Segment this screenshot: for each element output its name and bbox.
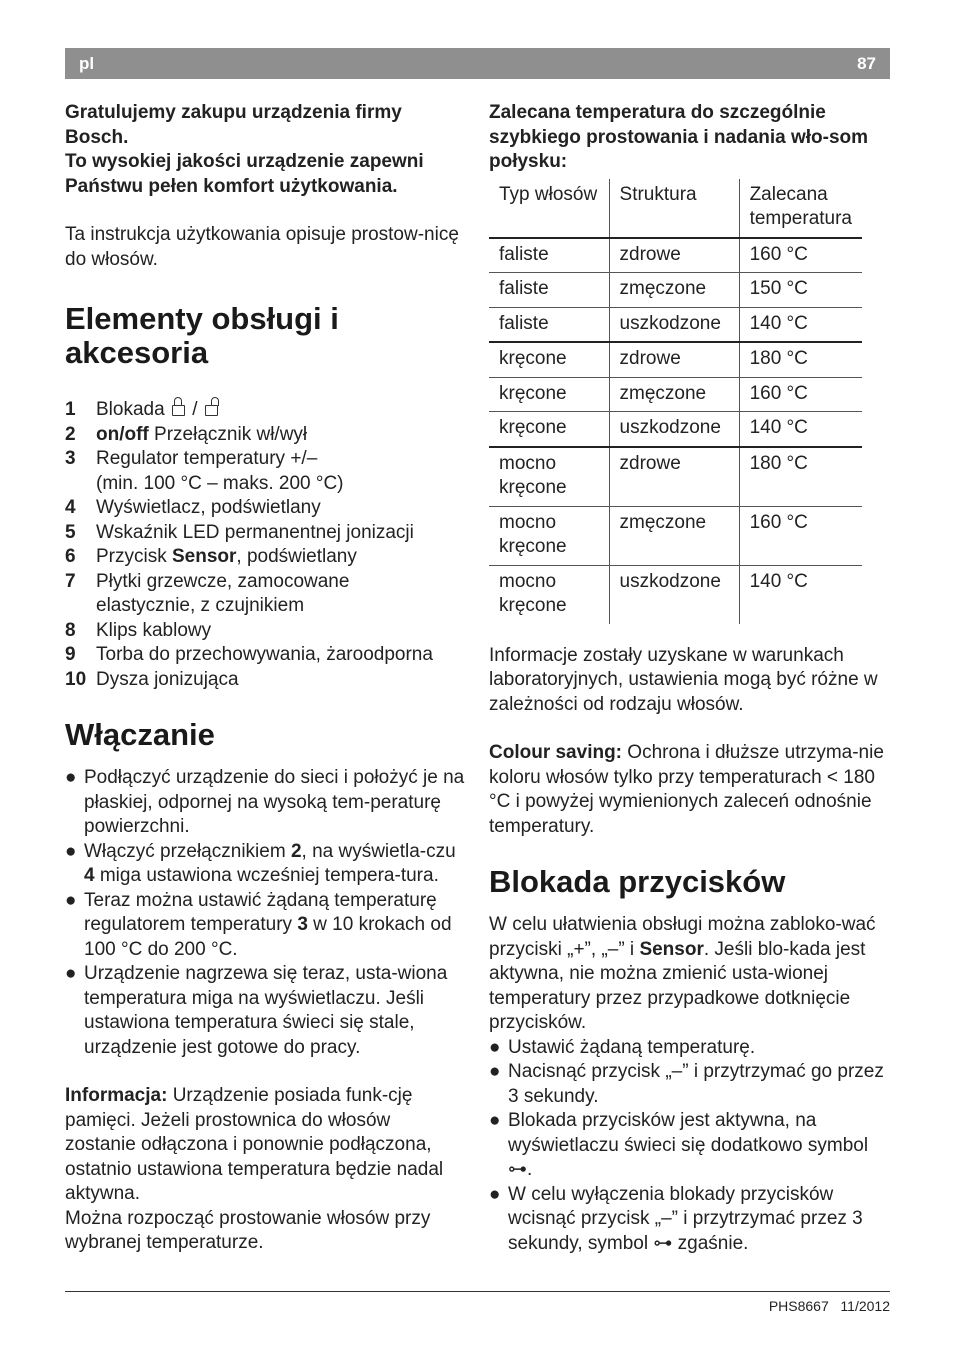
- bullet-item: ● Urządzenie nagrzewa się teraz, usta-wiona temperatura miga na wyświetlaczu. Jeśli ustawiona temperatura świeci się stale, urządzenie jest gotowe do pracy.: [65, 963, 448, 1058]
- bullet-item: ● Podłączyć urządzenie do sieci i położyć je na płaskiej, odpornej na wysoką tem-peraturę powierzchni.: [65, 767, 465, 837]
- list-item: 10 Dysza jonizująca: [65, 668, 239, 690]
- recommended-title: Zalecana temperatura do szczególnie szybkiego prostowania i nadania wło-som połysku:: [489, 102, 869, 172]
- lab-info-paragraph: Informacje zostały uzyskane w warunkach laboratoryjnych, ustawienia mogą być różne w zależności od rodzaju włosów.: [489, 644, 878, 715]
- list-item: 2 on/off Przełącznik wł/wył: [65, 423, 308, 445]
- footer-divider: [65, 1291, 890, 1292]
- heading-key-lock: Blokada przycisków: [489, 864, 786, 899]
- language-code: pl: [79, 54, 95, 73]
- model-number: PHS8667: [768, 1298, 829, 1314]
- table-row: faliste zmęczone 150 °C: [489, 273, 862, 308]
- table-header-row: Typ włosów Struktura Zalecana temperatura: [489, 179, 862, 238]
- bullet-item: ● Teraz można ustawić żądaną temperaturę regulatorem temperatury 3 w 10 krokach od 100 °C do 200 °C.: [65, 889, 452, 960]
- list-item: 6 Przycisk Sensor, podświetlany: [65, 546, 357, 567]
- bullet-item: ● Ustawić żądaną temperaturę.: [489, 1036, 756, 1058]
- list-item: 5 Wskaźnik LED permanentnej jonizacji: [65, 521, 414, 543]
- temperature-table: [489, 179, 862, 624]
- bullet-item: ● W celu wyłączenia blokady przycisków wcisnąć przycisk „–” i przytrzymać przez 3 sekundy, symbol ⊶ zgaśnie.: [489, 1183, 863, 1254]
- table-row: mocno kręcone uszkodzone 140 °C: [489, 565, 862, 624]
- lock-open-icon: [205, 405, 218, 416]
- table-row: kręcone zmęczone 160 °C: [489, 377, 862, 412]
- table-row: kręcone zdrowe 180 °C: [489, 342, 862, 377]
- key-icon: ⊶: [653, 1232, 673, 1254]
- intro-congrats: Gratulujemy zakupu urządzenia firmy Bosch.: [65, 102, 402, 148]
- table-row: mocno kręcone zdrowe 180 °C: [489, 447, 862, 507]
- table-row: faliste zdrowe 160 °C: [489, 238, 862, 273]
- list-item: 9 Torba do przechowywania, żaroodporna: [65, 644, 433, 665]
- info-paragraph-2: Można rozpocząć prostowanie włosów przy wybranej temperaturze.: [65, 1207, 431, 1253]
- intro-comfort: To wysokiej jakości urządzenie zapewni Państwu pełen komfort użytkowania.: [65, 151, 424, 197]
- table-row: mocno kręcone zmęczone 160 °C: [489, 506, 862, 565]
- bullet-item: ● Nacisnąć przycisk „–” i przytrzymać go przez 3 sekundy.: [489, 1061, 884, 1107]
- footer: [769, 1298, 890, 1314]
- list-item: 1 Blokada /: [65, 398, 465, 423]
- list-item: 7 Płytki grzewcze, zamocowane elastycznie, z czujnikiem: [65, 570, 350, 616]
- list-item: 3 Regulator temperatury +/– (min. 100 °C – maks. 200 °C): [65, 448, 344, 494]
- info-paragraph: Informacja: Urządzenie posiada funk-cję pamięci. Jeżeli prostownica do włosów zostanie odłączona i ponownie podłączona, ostatnio ustawiona temperatura będzie nadal aktywna.: [65, 1085, 444, 1204]
- heading-switch-on: Włączanie: [65, 717, 215, 752]
- right-column: [489, 101, 890, 1256]
- colour-saving-paragraph: Colour saving: Ochrona i dłuższe utrzyma-nie koloru włosów tylko przy temperaturach < 180 °C i powyżej wymienionych zaleceń odnośnie temperatury.: [489, 742, 884, 837]
- bullet-item: ● Włączyć przełącznikiem 2, na wyświetla-czu 4 miga ustawiona wcześniej tempera-tura.: [65, 840, 456, 886]
- parts-list: [65, 398, 465, 692]
- header-bar: [65, 48, 890, 79]
- intro-description: Ta instrukcja użytkowania opisuje prostow-nicę do włosów.: [65, 224, 459, 270]
- list-item: 8 Klips kablowy: [65, 619, 212, 641]
- edition-date: 11/2012: [840, 1298, 890, 1314]
- left-column: [65, 101, 465, 1256]
- list-item: 4 Wyświetlacz, podświetlany: [65, 497, 321, 518]
- lock-intro-paragraph: W celu ułatwienia obsługi można zabloko-wać przyciski „+”, „–” i Sensor. Jeśli blo-kada jest aktywna, nie można zmienić usta-wionej temperatury przez przypadkowe dotknięcie przycisków.: [489, 914, 876, 1033]
- key-icon: ⊶: [508, 1159, 527, 1180]
- lock-closed-icon: [172, 405, 185, 416]
- heading-elements: Elementy obsługi i akcesoria: [65, 301, 339, 370]
- table-row: kręcone uszkodzone 140 °C: [489, 412, 862, 447]
- page-number: 87: [857, 54, 876, 73]
- bullet-item: ● Blokada przycisków jest aktywna, na wyświetlaczu świeci się dodatkowo symbol ⊶.: [489, 1110, 869, 1180]
- table-row: faliste uszkodzone 140 °C: [489, 307, 862, 342]
